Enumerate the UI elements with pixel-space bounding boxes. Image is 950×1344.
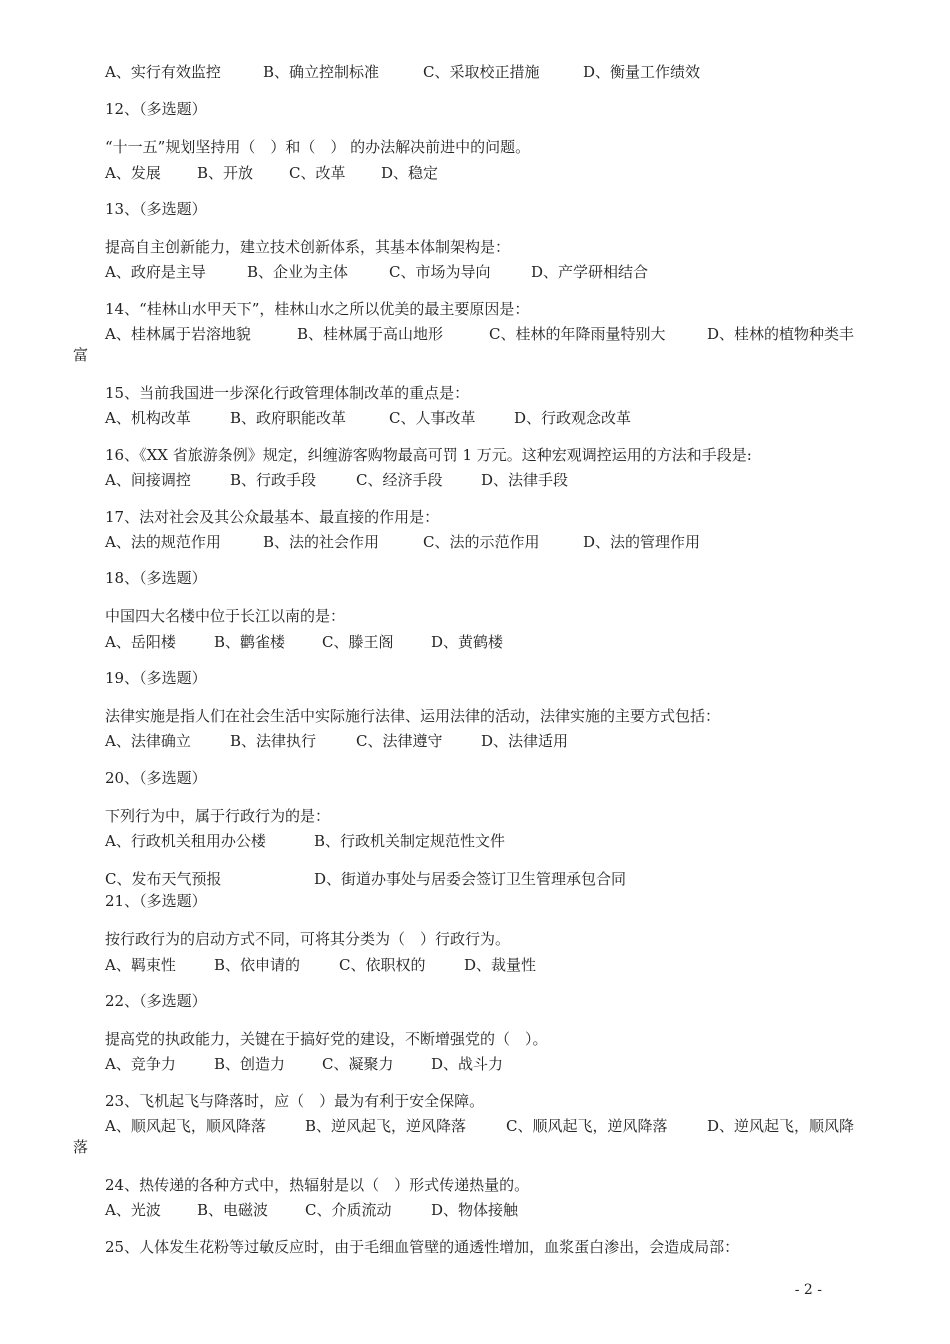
answer-option: C、介质流动 [305, 1201, 392, 1219]
page-number: - 2 - [794, 1282, 822, 1298]
answer-option: B、电磁波 [197, 1201, 269, 1219]
answer-option: A、间接调控 [105, 471, 191, 489]
answer-option: C、改革 [289, 164, 346, 182]
question-text: 23、飞机起飞与降落时，应（ ）最为有利于安全保障。 [105, 1092, 485, 1110]
answer-option: D、逆风起飞，顺风降 [707, 1117, 855, 1135]
question-text: “十一五”规划坚持用（ ）和（ ） 的办法解决前进中的问题。 [105, 138, 531, 156]
answer-option: A、行政机关租用办公楼 [105, 832, 266, 850]
answer-option: D、裁量性 [464, 956, 537, 974]
answer-option: C、采取校正措施 [423, 63, 540, 81]
answer-option: D、黄鹤楼 [431, 633, 504, 651]
answer-option: C、发布天气预报 [105, 870, 222, 888]
question-text: 21、（多选题） [105, 892, 207, 910]
answer-option: A、羁束性 [105, 956, 176, 974]
question-text: 12、（多选题） [105, 100, 207, 118]
answer-option: B、依申请的 [214, 956, 301, 974]
answer-option: B、桂林属于高山地形 [297, 325, 444, 343]
question-text: 提高党的执政能力，关键在于搞好党的建设，不断增强党的（ ）。 [105, 1030, 548, 1048]
answer-option: B、行政手段 [230, 471, 317, 489]
answer-option: C、顺风起飞，逆风降落 [506, 1117, 668, 1135]
question-text: 19、（多选题） [105, 669, 207, 687]
answer-option: B、法的社会作用 [263, 533, 380, 551]
answer-option: B、确立控制标准 [263, 63, 380, 81]
question-text: 中国四大名楼中位于长江以南的是： [105, 607, 346, 625]
answer-option: C、法的示范作用 [423, 533, 540, 551]
answer-option: A、岳阳楼 [105, 633, 176, 651]
answer-option: D、法律手段 [481, 471, 569, 489]
answer-option: B、法律执行 [230, 732, 317, 750]
answer-option: C、依职权的 [339, 956, 426, 974]
answer-option: A、顺风起飞，顺风降落 [105, 1117, 266, 1135]
question-text: 17、法对社会及其公众最基本、最直接的作用是： [105, 508, 440, 526]
answer-option: A、竞争力 [105, 1055, 176, 1073]
answer-option: A、机构改革 [105, 409, 191, 427]
answer-option: D、法的管理作用 [583, 533, 701, 551]
question-text: 25、人体发生花粉等过敏反应时，由于毛细血管壁的通透性增加，血浆蛋白渗出，会造成局部： [105, 1238, 740, 1256]
answer-option: D、法律适用 [481, 732, 569, 750]
answer-option: A、实行有效监控 [105, 63, 221, 81]
answer-option: D、街道办事处与居委会签订卫生管理承包合同 [314, 870, 627, 888]
question-text: 按行政行为的启动方式不同，可将其分类为（ ）行政行为。 [105, 930, 511, 948]
answer-option: B、鹳雀楼 [214, 633, 286, 651]
question-text: 下列行为中，属于行政行为的是： [105, 807, 331, 825]
answer-option: B、逆风起飞，逆风降落 [305, 1117, 467, 1135]
answer-option: D、行政观念改革 [514, 409, 632, 427]
answer-option: C、滕王阁 [322, 633, 394, 651]
question-text: 16、《XX 省旅游条例》规定，纠缠游客购物最高可罚 1 万元。这种宏观调控运用的方法和手段是: [105, 446, 752, 464]
answer-option: B、政府职能改革 [230, 409, 347, 427]
answer-option: D、稳定 [381, 164, 439, 182]
answer-option: B、企业为主体 [247, 263, 349, 281]
answer-option: C、经济手段 [356, 471, 443, 489]
answer-option: D、桂林的植物种类丰 [707, 325, 855, 343]
answer-option: B、开放 [197, 164, 254, 182]
question-text: 24、热传递的各种方式中，热辐射是以（ ）形式传递热量的。 [105, 1176, 530, 1194]
wrapped-text: 富 [73, 346, 89, 364]
answer-option: A、发展 [105, 164, 161, 182]
question-text: 法律实施是指人们在社会生活中实际施行法律、运用法律的活动，法律实施的主要方式包括： [105, 707, 721, 725]
question-text: 14、“桂林山水甲天下”，桂林山水之所以优美的最主要原因是： [105, 300, 530, 318]
answer-option: D、战斗力 [431, 1055, 504, 1073]
answer-option: A、法律确立 [105, 732, 191, 750]
question-text: 提高自主创新能力，建立技术创新体系，其基本体制架构是： [105, 238, 511, 256]
question-text: 18、（多选题） [105, 569, 207, 587]
answer-option: D、衡量工作绩效 [583, 63, 701, 81]
answer-option: B、创造力 [214, 1055, 286, 1073]
answer-option: C、凝聚力 [322, 1055, 394, 1073]
answer-option: A、法的规范作用 [105, 533, 221, 551]
answer-option: C、市场为导向 [389, 263, 491, 281]
question-text: 20、（多选题） [105, 769, 207, 787]
answer-option: C、人事改革 [389, 409, 476, 427]
answer-option: C、法律遵守 [356, 732, 443, 750]
question-text: 22、（多选题） [105, 992, 207, 1010]
question-text: 15、当前我国进一步深化行政管理体制改革的重点是： [105, 384, 470, 402]
answer-option: B、行政机关制定规范性文件 [314, 832, 506, 850]
answer-option: A、政府是主导 [105, 263, 206, 281]
answer-option: A、桂林属于岩溶地貌 [105, 325, 251, 343]
answer-option: D、物体接触 [431, 1201, 519, 1219]
answer-option: C、桂林的年降雨量特别大 [489, 325, 666, 343]
answer-option: D、产学研相结合 [531, 263, 649, 281]
answer-option: A、光波 [105, 1201, 161, 1219]
question-text: 13、（多选题） [105, 200, 207, 218]
wrapped-text: 落 [73, 1138, 89, 1156]
